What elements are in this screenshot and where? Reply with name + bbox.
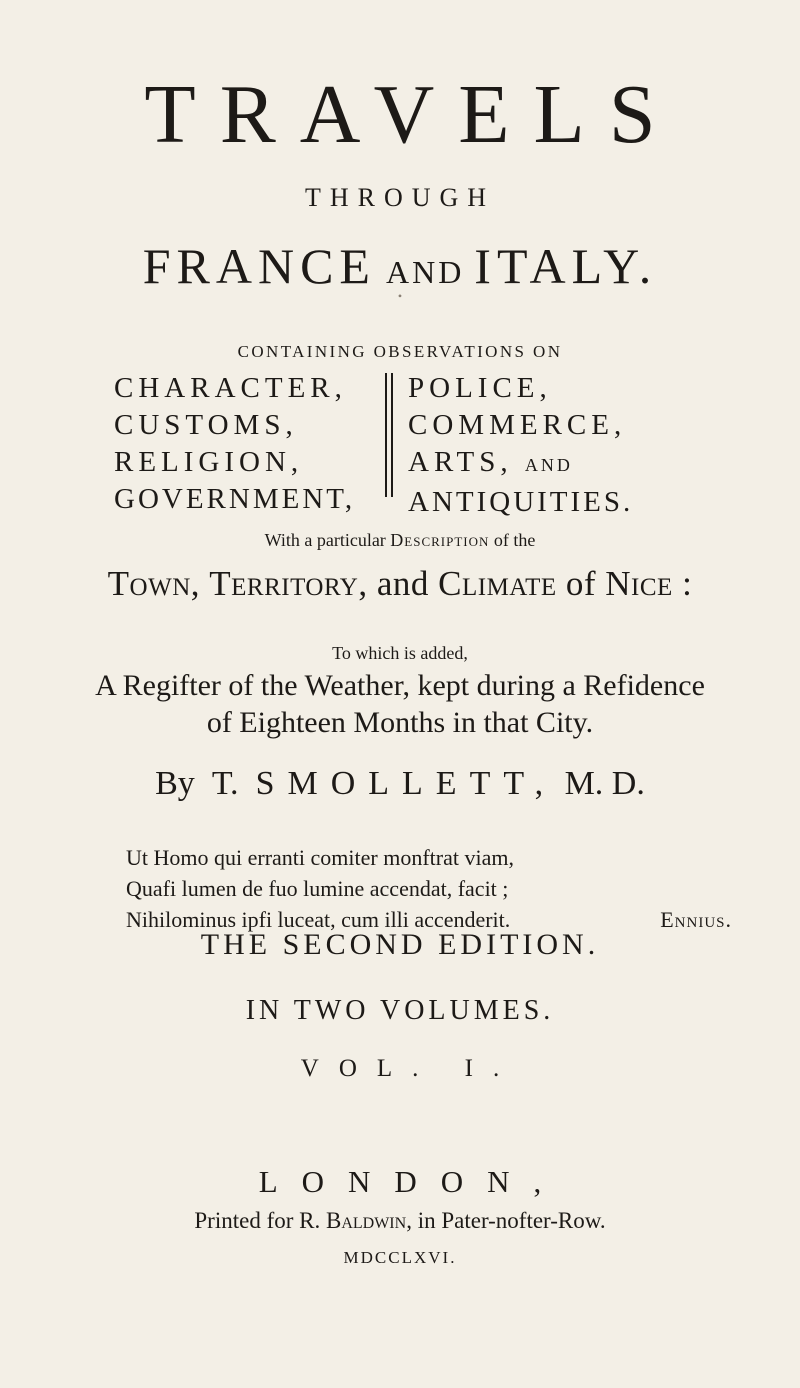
- climate-word: Climate: [438, 564, 557, 603]
- topic-arts-line: [408, 444, 633, 484]
- author-initial: T.: [211, 765, 239, 802]
- author-line: [0, 765, 800, 803]
- description-word: Description: [390, 530, 490, 550]
- topics-columns: [0, 370, 800, 518]
- topic-arts-and: AND: [524, 455, 573, 475]
- town-word: Town,: [107, 564, 201, 603]
- column-divider-left: [385, 373, 387, 497]
- topics-right-column: [408, 370, 633, 521]
- topic-government: GOVERNMENT,: [114, 483, 356, 515]
- volumes-statement: IN TWO VOLUMES.: [245, 995, 555, 1026]
- topic-arts: ARTS,: [408, 446, 513, 478]
- place-france: FRANCE: [142, 238, 376, 294]
- volume-number: VOL. I.: [300, 1055, 520, 1082]
- subtitle-through: THROUGH: [304, 183, 496, 212]
- description-line: [0, 530, 800, 551]
- topic-police: POLICE,: [408, 372, 552, 404]
- imprint-printer-line: [0, 1208, 800, 1234]
- nice-word: Nice: [605, 564, 673, 603]
- description-prefix: With a particular: [264, 530, 386, 550]
- places-and: AND: [385, 254, 465, 290]
- imprint-date: MDCCLXVI.: [343, 1248, 457, 1267]
- containing-heading: CONTAINING OBSERVATIONS ON: [237, 342, 563, 361]
- topic-customs: CUSTOMS,: [114, 409, 298, 441]
- edition-statement: THE SECOND EDITION.: [200, 928, 600, 961]
- motto-line-1: Ut Homo qui erranti comiter monftrat viam,: [126, 845, 514, 870]
- motto-line-3: Nihilominus ipfi luceat, cum illi accenderit.: [126, 907, 511, 932]
- topics-left-column: [114, 370, 355, 518]
- column-divider-right: [391, 373, 393, 497]
- dot-ornament: •: [397, 289, 403, 303]
- book-title: TRAVELS: [144, 68, 680, 161]
- register-line-2: of Eighteen Months in that City.: [206, 706, 594, 739]
- to-which-added: To which is added,: [332, 643, 468, 663]
- topic-character: CHARACTER,: [114, 372, 347, 404]
- territory-word: Territory,: [209, 564, 368, 603]
- motto-line-2: Quafi lumen de fuo lumine accendat, facit ;: [126, 876, 509, 901]
- motto-attribution: Ennius.: [660, 907, 732, 932]
- town-and: and: [376, 564, 429, 603]
- author-by: By: [155, 765, 195, 802]
- printed-suffix: in Pater-nofter-Row.: [417, 1208, 606, 1233]
- author-degree: M. D.: [564, 765, 645, 802]
- printed-prefix: Printed for R.: [194, 1208, 321, 1233]
- town-colon: :: [682, 564, 693, 603]
- topic-commerce: COMMERCE,: [408, 409, 627, 441]
- place-italy: ITALY.: [474, 238, 658, 294]
- description-suffix: of the: [493, 530, 536, 550]
- topic-religion: RELIGION,: [114, 446, 304, 478]
- topic-antiquities: ANTIQUITIES.: [408, 486, 634, 518]
- imprint-city: LONDON,: [258, 1164, 566, 1199]
- places-line: [0, 237, 800, 295]
- town-line: [0, 564, 800, 604]
- author-surname: SMOLLETT,: [255, 765, 557, 802]
- printer-name: Baldwin,: [325, 1208, 412, 1233]
- town-of: of: [565, 564, 597, 603]
- register-line-1: A Regifter of the Weather, kept during a Refidence: [95, 669, 705, 702]
- latin-motto: [126, 842, 732, 935]
